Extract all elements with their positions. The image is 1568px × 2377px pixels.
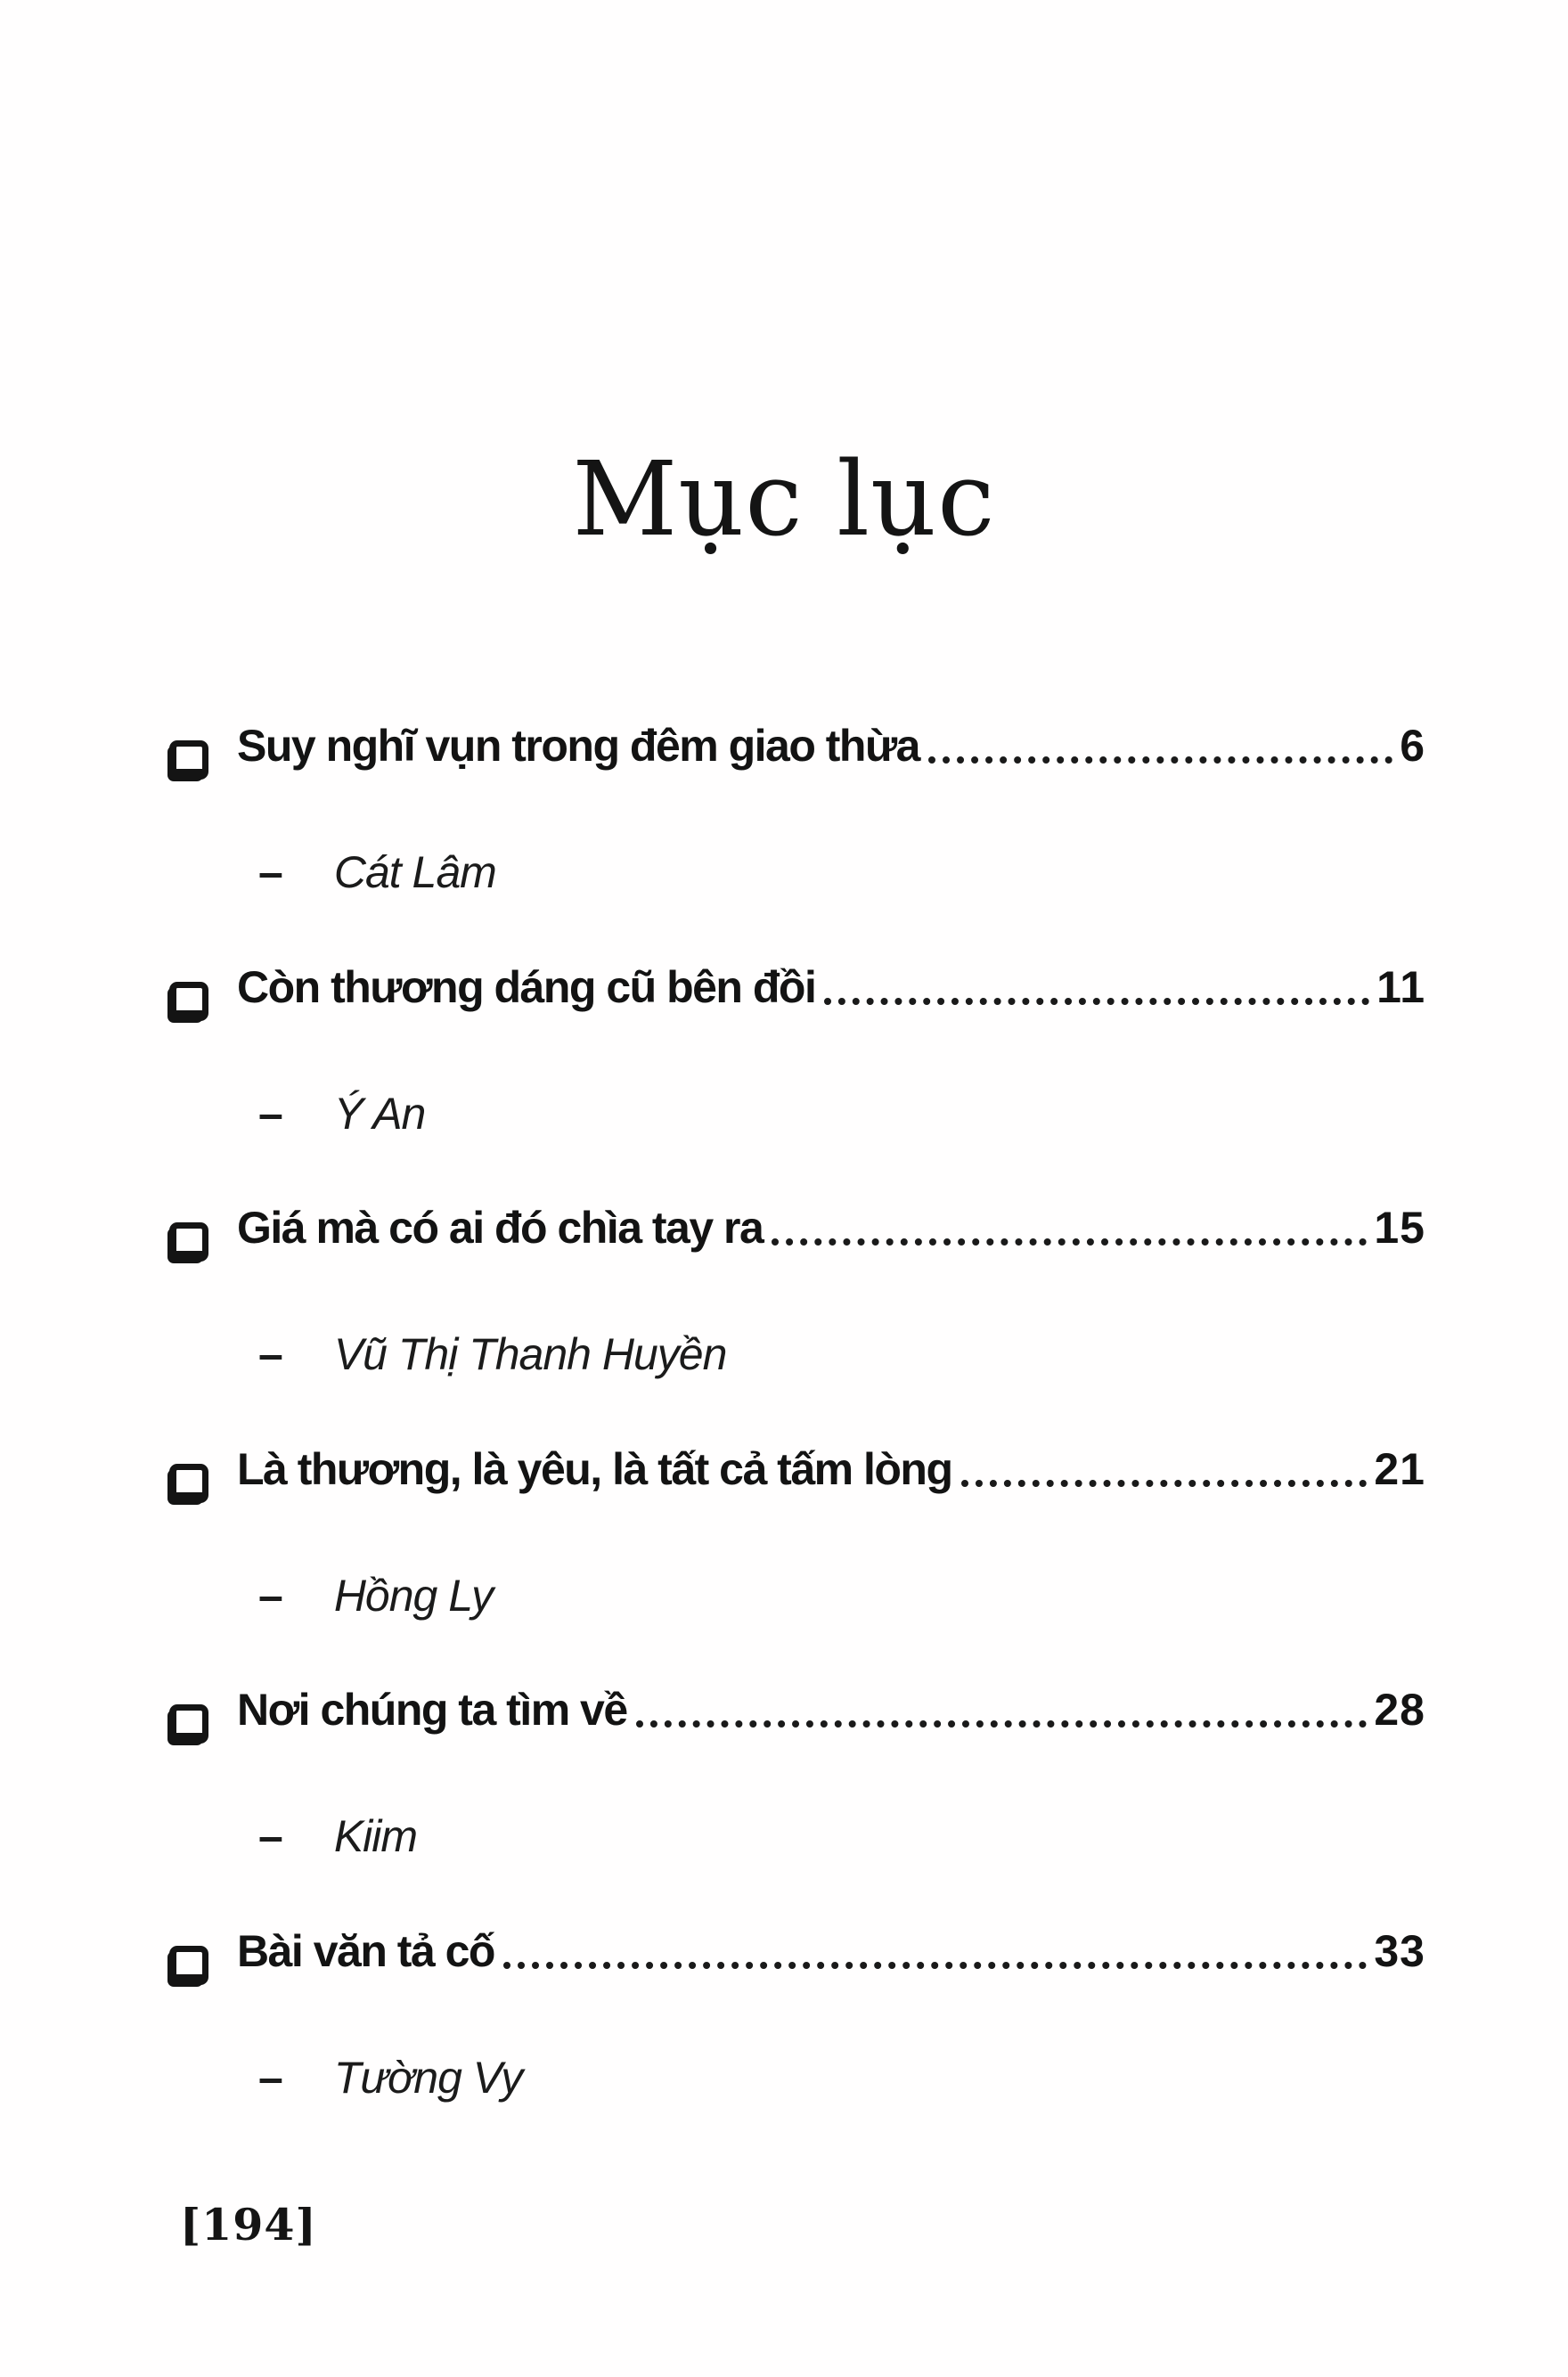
checkbox-bullet-icon [169,740,208,780]
checkbox-bullet-icon [169,1704,208,1744]
dot-leader [928,756,1392,764]
toc-entry-title-row [169,1445,1425,1496]
checkbox-bullet-icon [169,1946,208,1985]
toc-entry [169,1204,1425,1381]
author-row [258,1571,1425,1622]
entry-title: Suy nghĩ vụn trong đêm giao thừa [237,721,919,771]
dot-leader [772,1238,1367,1246]
author-name: Hồng Ly [333,1570,494,1621]
checkbox-bullet-icon [169,1464,208,1503]
author-row [258,1089,1425,1140]
toc-entry-title-row [169,1686,1425,1736]
toc-entry [169,1927,1425,2104]
dot-leader [961,1480,1368,1487]
page-number: 21 [1374,1443,1425,1494]
author-row [258,847,1425,899]
checkbox-bullet-icon [169,1222,208,1262]
entry-title: Còn thương dáng cũ bên đồi [237,961,816,1012]
dot-leader [824,998,1369,1005]
author-name: Cát Lâm [333,847,496,897]
toc-entry-title-row [169,1927,1425,1978]
toc-list [169,722,1425,2103]
author-name: Vũ Thị Thanh Huyền [333,1329,727,1379]
entry-title: Giá mà có ai đó chìa tay ra [237,1203,764,1253]
author-dash: – [258,1570,282,1621]
author-name: Tường Vy [333,2052,523,2103]
author-name: Kiim [333,1811,418,1861]
author-name: Ý An [333,1088,426,1139]
toc-entry [169,722,1425,899]
page-number: 6 [1400,721,1425,771]
page-number: 33 [1374,1925,1425,1976]
page-footer-number: [194] [180,2199,317,2250]
entry-title: Là thương, là yêu, là tất cả tấm lòng [237,1443,952,1494]
author-row [258,2053,1425,2104]
toc-entry [169,1445,1425,1622]
checkbox-bullet-icon [169,982,208,1021]
author-row [258,1329,1425,1381]
toc-entry-title-row [169,722,1425,772]
page-title: Mục lục [572,440,996,560]
toc-entry-title-row [169,963,1425,1014]
dot-leader [503,1962,1367,1969]
entry-title: Bài văn tả cố [237,1925,494,1976]
dot-leader [636,1720,1368,1728]
author-row [258,1811,1425,1863]
author-dash: – [258,1329,282,1379]
toc-entry-title-row [169,1204,1425,1254]
toc-entry [169,1686,1425,1863]
author-dash: – [258,1811,282,1861]
page-number: 28 [1374,1685,1425,1735]
page-number: 11 [1376,961,1425,1012]
author-dash: – [258,2052,282,2103]
entry-title: Nơi chúng ta tìm về [237,1685,627,1735]
page-number: 15 [1374,1203,1425,1253]
author-dash: – [258,847,282,897]
toc-entry [169,963,1425,1140]
author-dash: – [258,1088,282,1139]
